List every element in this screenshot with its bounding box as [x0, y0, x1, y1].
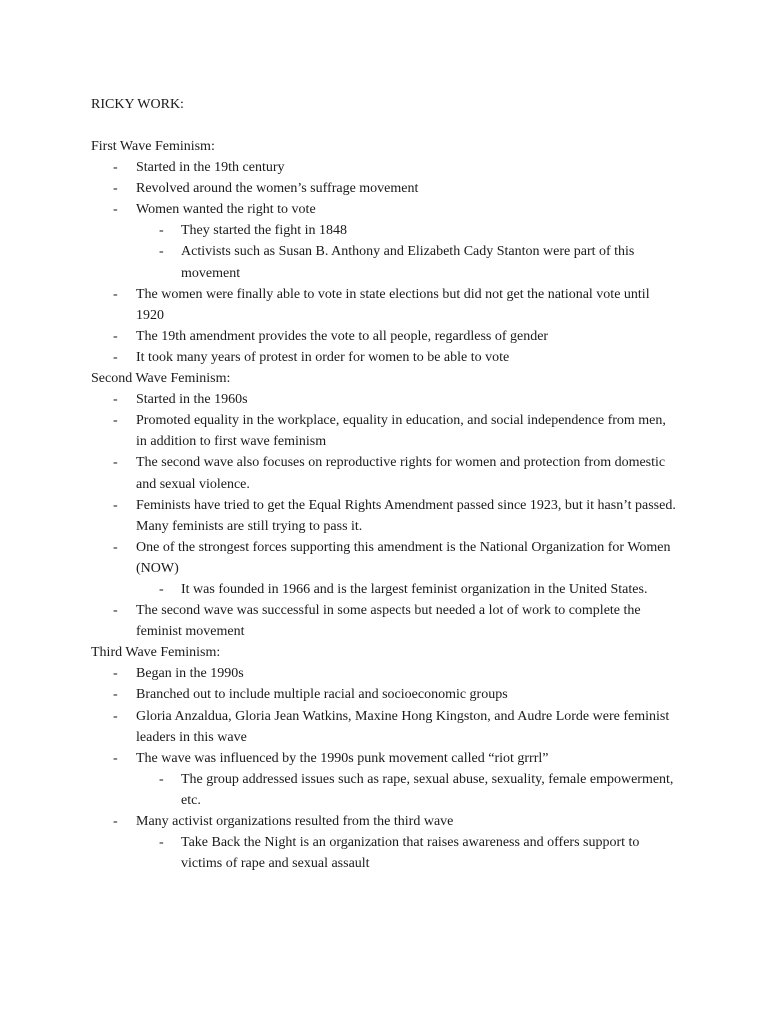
bullet-item — [91, 600, 676, 642]
bullet-marker: - — [113, 687, 118, 703]
bullet-item — [91, 326, 676, 347]
bullet-text: The group addressed issues such as rape, sexual abuse, sexuality, female empowerment, etc. — [181, 771, 674, 808]
bullet-item — [91, 811, 676, 832]
bullet-item — [91, 748, 676, 769]
bullet-item — [91, 537, 676, 579]
bullet-item — [91, 452, 676, 494]
bullet-marker: - — [113, 708, 118, 724]
document-title: RICKY WORK: — [91, 97, 184, 112]
bullet-text: Started in the 19th century — [136, 160, 285, 176]
bullet-item — [91, 410, 676, 452]
bullet-item — [91, 178, 676, 199]
bullet-marker: - — [113, 603, 118, 619]
bullet-item — [91, 347, 676, 368]
sub-bullet-item — [91, 220, 681, 241]
bullet-marker: - — [113, 814, 118, 829]
bullet-text: Many activist organizations resulted from the third wave — [136, 814, 454, 829]
bullet-text: Activists such as Susan B. Anthony and Elizabeth Cady Stanton were part of this movement — [181, 244, 635, 281]
bullet-text: The second wave also focuses on reproductive rights for women and protection from domestic and sexual violence. — [136, 455, 666, 492]
outline-section — [91, 136, 691, 368]
bullet-text: One of the strongest forces supporting this amendment is the National Organization for Women (NOW) — [136, 539, 671, 576]
bullet-marker: - — [113, 202, 118, 218]
bullet-marker: - — [159, 771, 164, 787]
bullet-marker: - — [113, 349, 118, 365]
bullet-text: Promoted equality in the workplace, equality in education, and social independence from men, in addition to first wave feminism — [136, 413, 666, 450]
bullet-item — [91, 157, 676, 178]
bullet-marker: - — [113, 392, 118, 408]
section-heading: First Wave Feminism: — [91, 139, 215, 154]
bullet-marker: - — [159, 244, 164, 260]
outline-section — [91, 642, 691, 874]
bullet-marker: - — [113, 497, 118, 513]
outline-section — [91, 368, 691, 642]
bullet-marker: - — [113, 413, 118, 429]
bullet-text: The wave was influenced by the 1990s punk movement called “riot grrrl” — [136, 750, 549, 766]
sub-bullet-item — [91, 579, 681, 600]
section-heading: Second Wave Feminism: — [91, 371, 231, 387]
bullet-text: The women were finally able to vote in state elections but did not get the national vote until 1920 — [136, 286, 650, 323]
bullet-marker: - — [113, 539, 118, 555]
bullet-marker: - — [113, 286, 118, 302]
bullet-text: The second wave was successful in some aspects but needed a lot of work to complete the feminist movement — [136, 603, 641, 640]
bullet-text: It was founded in 1966 and is the largest feminist organization in the United States. — [181, 581, 648, 597]
bullet-item — [91, 389, 676, 410]
bullet-text: Branched out to include multiple racial and socioeconomic groups — [136, 687, 508, 703]
bullet-text: Take Back the Night is an organization that raises awareness and offers support to victims of rape and sexual assault — [181, 835, 640, 872]
bullet-marker: - — [159, 223, 164, 239]
sub-bullet-item — [91, 832, 681, 874]
bullet-marker: - — [113, 666, 118, 682]
bullet-text: Gloria Anzaldua, Gloria Jean Watkins, Maxine Hong Kingston, and Audre Lorde were feminist leaders in this wave — [136, 708, 670, 745]
bullet-marker: - — [159, 835, 164, 851]
section-heading: Third Wave Feminism: — [91, 645, 221, 661]
bullet-item — [91, 284, 676, 326]
bullet-text: Feminists have tried to get the Equal Rights Amendment passed since 1923, but it hasn’t passed. Many feminists are still trying to pass it. — [136, 497, 676, 534]
bullet-item — [91, 495, 676, 537]
bullet-marker: - — [113, 160, 118, 176]
document-body — [91, 136, 691, 874]
bullet-text: Revolved around the women’s suffrage movement — [136, 181, 419, 197]
bullet-marker: - — [159, 581, 164, 597]
bullet-text: It took many years of protest in order for women to be able to vote — [136, 349, 510, 365]
bullet-marker: - — [113, 455, 118, 471]
bullet-marker: - — [113, 181, 118, 197]
bullet-text: Women wanted the right to vote — [136, 202, 316, 218]
bullet-text: Began in the 1990s — [136, 666, 244, 682]
bullet-item — [91, 706, 676, 748]
bullet-text: Started in the 1960s — [136, 392, 248, 408]
bullet-text: The 19th amendment provides the vote to all people, regardless of gender — [136, 328, 549, 344]
bullet-item — [91, 199, 676, 220]
bullet-marker: - — [113, 328, 118, 344]
bullet-item — [91, 684, 676, 705]
sub-bullet-item — [91, 241, 681, 283]
bullet-marker: - — [113, 750, 118, 766]
bullet-item — [91, 663, 676, 684]
bullet-text: They started the fight in 1848 — [181, 223, 348, 239]
sub-bullet-item — [91, 769, 681, 811]
